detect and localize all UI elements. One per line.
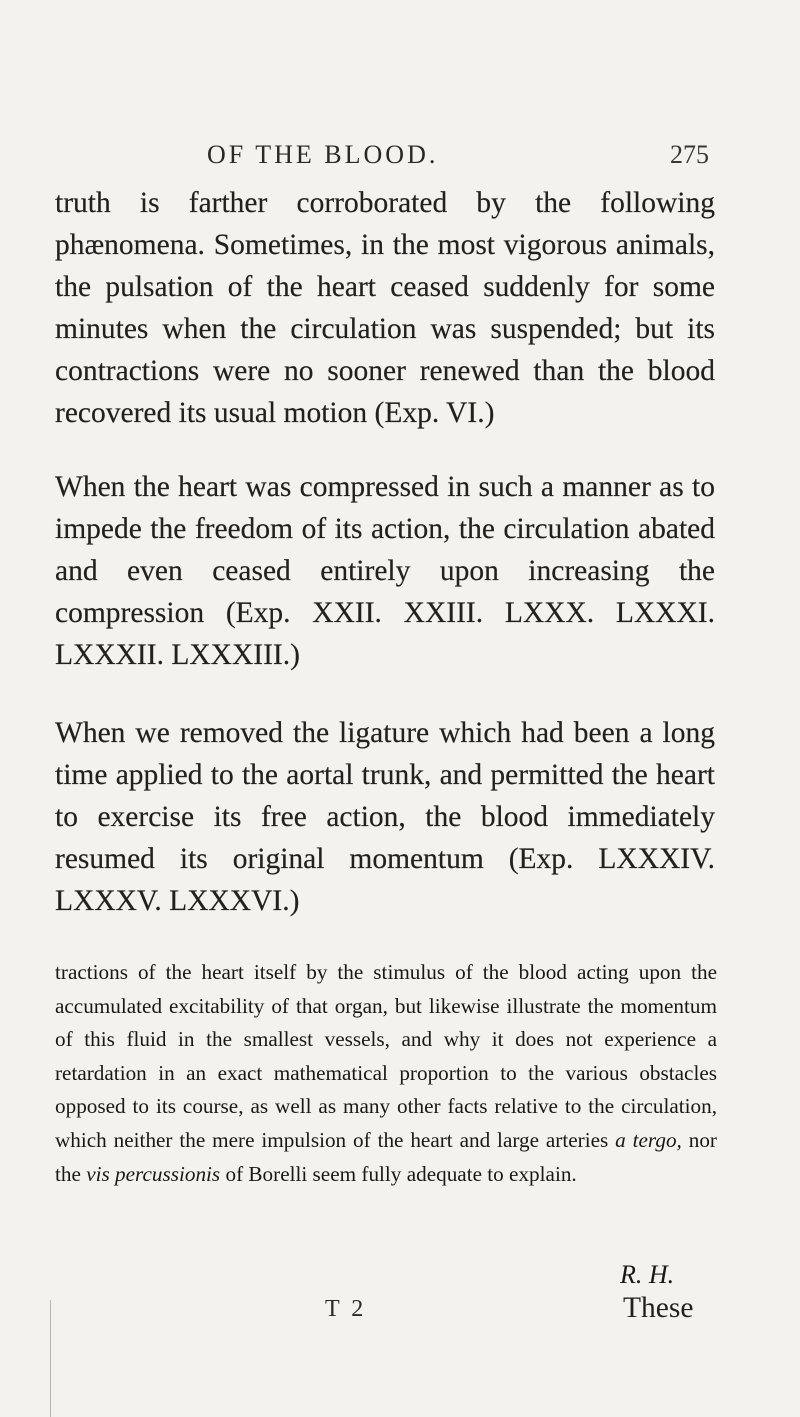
footnote	[55, 956, 717, 1191]
running-head: OF THE BLOOD.	[207, 140, 439, 169]
footnote-italic-a-tergo: a tergo,	[615, 1127, 682, 1152]
signature-mark: T 2	[325, 1296, 367, 1322]
footnote-text-end: of Borelli seem fully adequate to explain.	[220, 1161, 577, 1186]
footnote-text-start: tractions of the heart itself by the stimulus of the blood acting upon the accumulated excitability of that organ, but likewise illustrate the momentum of this fluid in the smallest vessels, and why it does not experience a retardation in an exact mathematical proportion to the various obstacles opposed to its course, as well as many other facts relative to the circulation, which neither the mere impulsion of the heart and large arteries	[55, 960, 717, 1152]
page-number: 275	[670, 140, 709, 169]
catchword: These	[623, 1292, 694, 1324]
footnote-italic-vis-percussionis: vis percussionis	[86, 1161, 221, 1186]
paragraph-1: truth is farther corroborated by the following phænomena. Sometimes, in the most vigorous animals, the pulsation of the heart ceased suddenly for some minutes when the circulation was suspended; but its contractions were no sooner renewed than the blood recovered its usual motion (Exp. VI.)	[55, 187, 715, 429]
paragraph-2: When the heart was compressed in such a manner as to impede the freedom of its action, the circulation abated and even ceased entirely upon increasing the compression (Exp. XXII. XXIII. LXXX. LXXXI. LXXXII. LXXXIII.)	[55, 471, 715, 671]
page-edge-rule	[50, 1300, 51, 1417]
footnote-text-mid: nor the	[55, 1127, 717, 1186]
footnote-signature: R. H.	[620, 1260, 675, 1289]
page-header	[207, 140, 747, 180]
paragraph-3: When we removed the ligature which had been a long time applied to the aortal trunk, and permitted the heart to exercise its free action, the blood immediately resumed its original momentum (Exp. LXXXIV. LXXXV. LXXXVI.)	[55, 717, 715, 917]
